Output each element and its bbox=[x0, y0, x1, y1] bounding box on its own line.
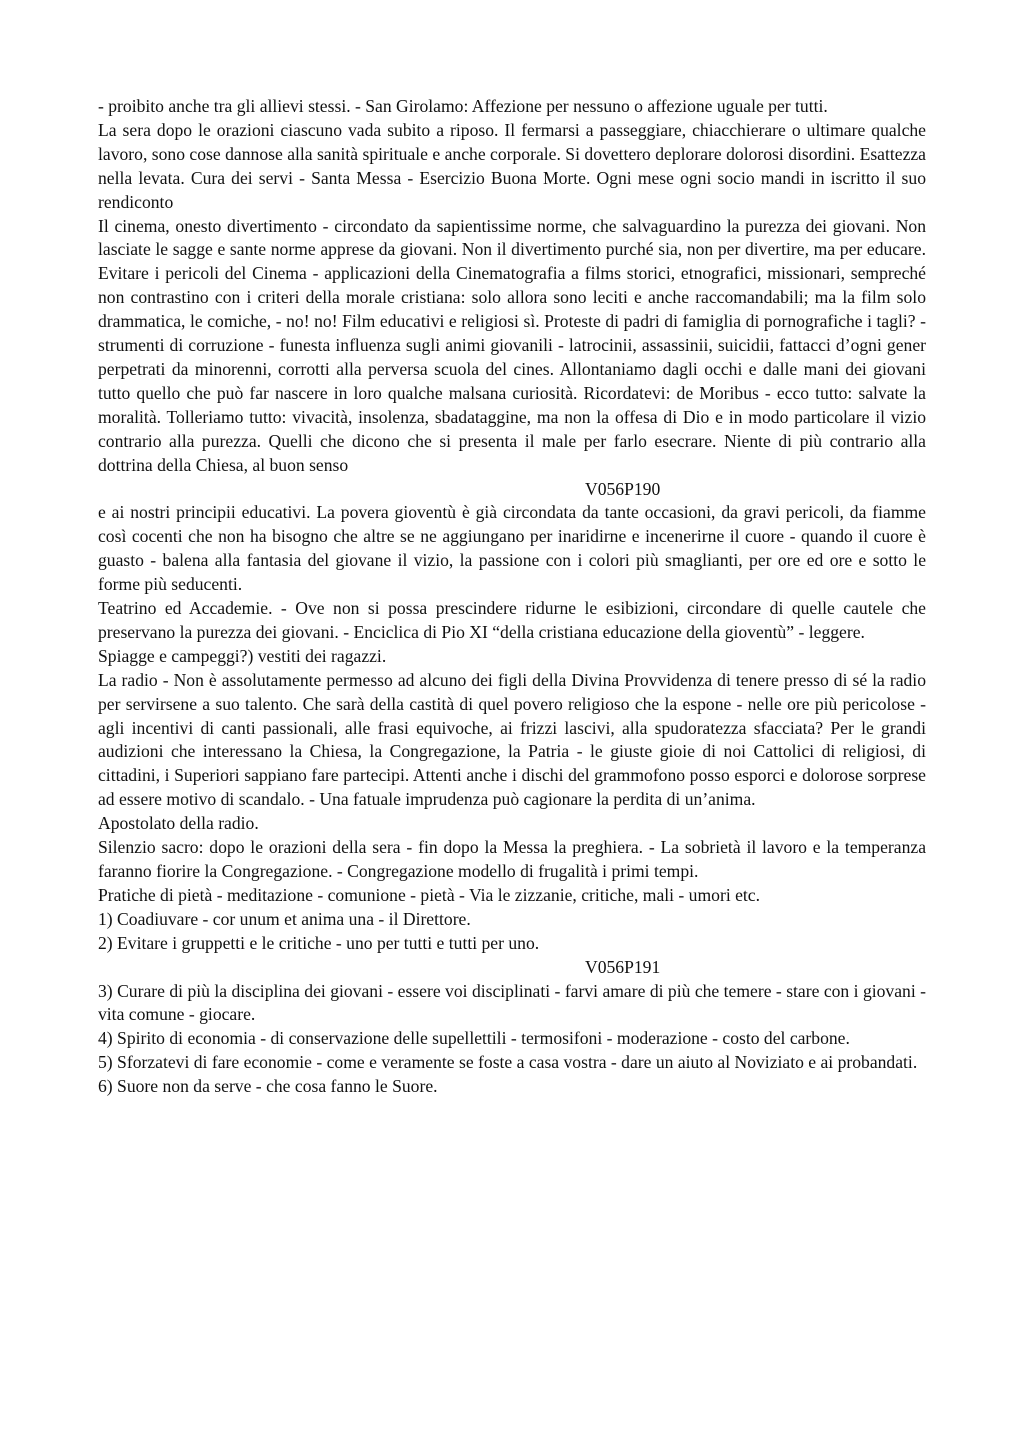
section-2 bbox=[98, 501, 926, 955]
paragraph: La sera dopo le orazioni ciascuno vada subito a riposo. Il fermarsi a passeggiare, chiacchierare o ultimare qualche lavoro, sono cose dannose alla sanità spirituale e anche corporale. Si dovettero deplorare dolorosi disordini. Esattezza nella levata. Cura dei servi - Santa Messa - Esercizio Buona Morte. Ogni mese ogni socio mandi in iscritto il suo rendiconto bbox=[98, 119, 926, 212]
page-marker: V056P191 bbox=[585, 956, 661, 977]
paragraph: e ai nostri principii educativi. La povera gioventù è già circondata da tante occasioni, da gravi pericoli, da fiamme così cocenti che non ha bisogno che altre se ne aggiungano per inaridirne e incenerirne il cuore - quando il cuore è guasto - balena alla fantasia del giovane il vizio, la passione con i colori più smaglianti, per ore ed ore e sotto le forme più seducenti. bbox=[98, 502, 926, 595]
paragraph: La radio - Non è assolutamente permesso ad alcuno dei figli della Divina Provvidenza di tenere presso di sé la radio per servirsene a suo talento. Che sarà della castità di quel povero religioso che la espone - nelle ore più pericolose - agli incentivi di canti passionali, alle frasi equivoche, ai frizzi lascivi, alla spudoratezza sfacciata? Per le grandi audizioni che interessano la Chiesa, la Congregazione, la Patria - le giuste gioie di noi Cattolici di religiosi, di cittadini, i Superiori sappiano fare partecipi. Attenti anche i dischi del grammofono posso esporci e dolorose sorprese ad essere motivo di scandalo. - Una fatuale imprudenza può cagionare la perdita di un’anima. bbox=[98, 669, 926, 810]
paragraph: Apostolato della radio. bbox=[98, 813, 259, 834]
paragraph: Pratiche di pietà - meditazione - comunione - pietà - Via le zizzanie, critiche, mali - umori etc. bbox=[98, 884, 761, 905]
paragraph: - proibito anche tra gli allievi stessi. - San Girolamo: Affezione per nessuno o affezione uguale per tutti. bbox=[98, 96, 828, 116]
list-item: 2) Evitare i gruppetti e le critiche - uno per tutti e tutti per uno. bbox=[98, 932, 540, 953]
document-page bbox=[98, 95, 926, 1099]
page-marker: V056P190 bbox=[585, 478, 661, 499]
list-item: 1) Coadiuvare - cor unum et anima una - il Direttore. bbox=[98, 908, 471, 929]
list-item: 4) Spirito di economia - di conservazione delle supellettili - termosifoni - moderazione - costo del carbone. bbox=[98, 1028, 850, 1049]
list-item: 3) Curare di più la disciplina dei giovani - essere voi disciplinati - farvi amare di più che temere - stare con i giovani - vita comune - giocare. bbox=[98, 980, 926, 1025]
paragraph: Silenzio sacro: dopo le orazioni della sera - fin dopo la Messa la preghiera. - La sobrietà il lavoro e la temperanza faranno fiorire la Congregazione. - Congregazione modello di frugalità i primi tempi. bbox=[98, 837, 926, 881]
section-1 bbox=[98, 95, 926, 478]
paragraph: Il cinema, onesto divertimento - circondato da sapientissime norme, che salvaguardino la purezza dei giovani. Non lasciate le sagge e sante norme apprese da giovani. Non il divertimento purché sia, non per divertire, ma per educare. Evitare i pericoli del Cinema - applicazioni della Cinematografia a films storici, etnografici, missionari, sempreché non contrastino con i criteri della morale cristiana: solo allora sono leciti e anche raccomandabili; ma la film solo drammatica, le comiche, - no! no! Film educativi e religiosi sì. Proteste di padri di famiglia di pornografiche i tagli? - strumenti di corruzione - funesta influenza sugli animi giovanili - latrocinii, assassinii, suicidii, fattacci d’ogni gener perpetrati da minorenni, corrotti alla perversa scuola del cines. Allontaniamo dagli occhi e dalle mani dei giovani tutto quello che può far nascere in loro qualche malsana curiosità. Ricordatevi: de Moribus - ecco tutto: salvate la moralità. Tolleriamo tutto: vivacità, insolenza, sbadataggine, ma non la offesa di Dio e in modo particolare il vizio contrario alla purezza. Quelli che dicono che si presenta il male per farlo esecrare. Niente di più contrario alla dottrina della Chiesa, al buon senso bbox=[98, 215, 926, 475]
list-item: 6) Suore non da serve - che cosa fanno le Suore. bbox=[98, 1076, 438, 1097]
list-item: 5) Sforzatevi di fare economie - come e veramente se foste a casa vostra - dare un aiuto al Noviziato e ai probandati. bbox=[98, 1052, 918, 1073]
section-3 bbox=[98, 980, 926, 1100]
paragraph: Teatrino ed Accademie. - Ove non si possa prescindere ridurne le esibizioni, circondare di quelle cautele che preservano la purezza dei giovani. - Enciclica di Pio XI “della cristiana educazione della gioventù” - leggere. bbox=[98, 598, 926, 642]
paragraph: Spiagge e campeggi?) vestiti dei ragazzi. bbox=[98, 645, 387, 666]
